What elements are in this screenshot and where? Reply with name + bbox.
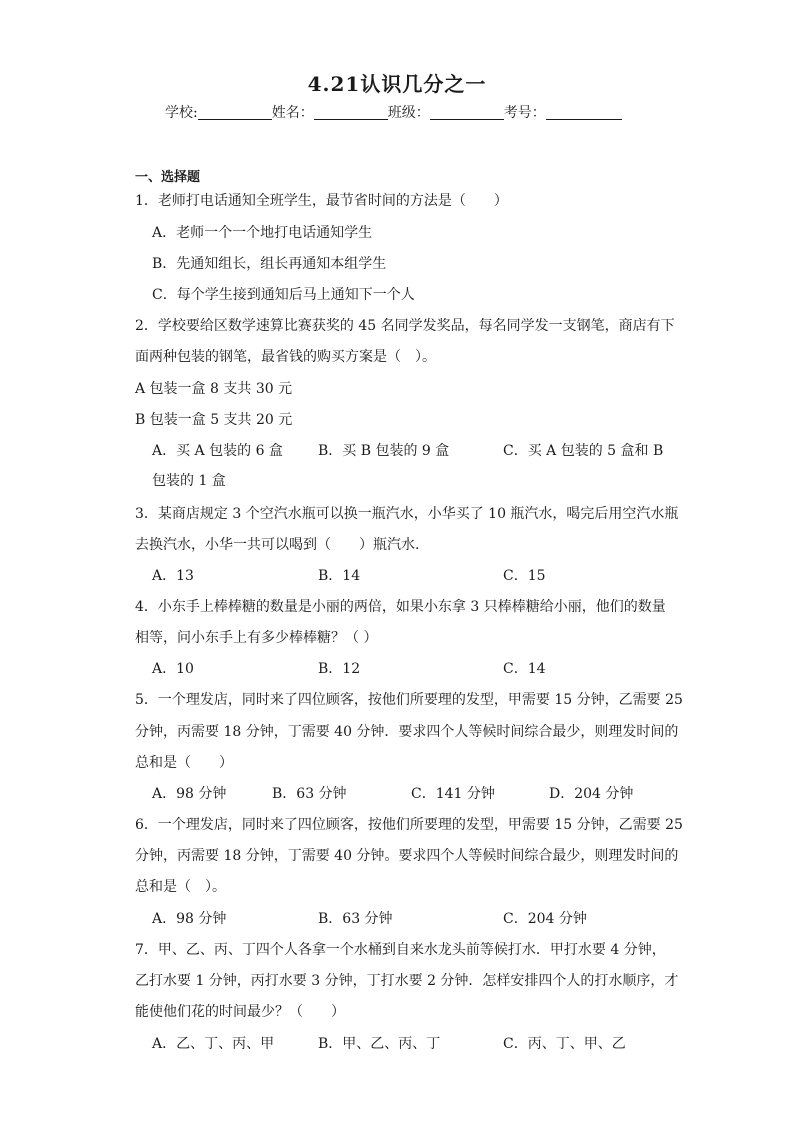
q4-option-a[interactable]: A．10 xyxy=(152,661,194,677)
section-title: 一、选择题 xyxy=(135,170,201,185)
q2-option-b[interactable]: B．买 B 包装的 9 盒 xyxy=(318,443,450,459)
q5-option-a[interactable]: A．98 分钟 xyxy=(152,786,227,802)
exam-number-label: 考号： xyxy=(503,105,546,121)
q3-stem-line-1: 3．某商店规定 3 个空汽水瓶可以换一瓶汽水，小华买了 10 瓶汽水，喝完后用空汽水瓶 xyxy=(135,506,679,522)
q6-stem-line-3: 总和是（ ）。 xyxy=(135,879,226,895)
q3-stem-line-2: 去换汽水，小华一共可以喝到（ ）瓶汽水. xyxy=(135,537,420,553)
q1-option-a[interactable]: A．老师一个一个地打电话通知学生 xyxy=(152,225,373,241)
q7-stem-line-1: 7．甲、乙、丙、丁四个人各拿一个水桶到自来水龙头前等候打水．甲打水要 4 分钟， xyxy=(135,942,666,958)
q7-stem-line-2: 乙打水要 1 分钟，丙打水要 3 分钟，丁打水要 2 分钟．怎样安排四个人的打水顺序，才 xyxy=(135,973,679,989)
q6-option-c[interactable]: C．204 分钟 xyxy=(503,911,587,927)
school-label: 学校: xyxy=(165,105,198,121)
class-blank[interactable] xyxy=(430,105,504,120)
q5-stem-line-3: 总和是（ ） xyxy=(135,755,233,771)
school-blank[interactable] xyxy=(198,105,272,120)
q7-option-a[interactable]: A．乙、丁、丙、甲 xyxy=(152,1036,275,1052)
q5-stem-line-1: 5．一个理发店，同时来了四位顾客，按他们所要理的发型，甲需要 15 分钟，乙需要 25 xyxy=(135,692,683,708)
q1-option-c[interactable]: C．每个学生接到通知后马上通知下一个人 xyxy=(152,287,415,303)
q1-stem-line-1: 1．老师打电话通知全班学生，最节省时间的方法是（ ） xyxy=(135,193,508,209)
q2-option-c-continued: 包装的 1 盒 xyxy=(152,473,226,489)
name-label: 姓名： xyxy=(271,105,314,121)
q5-option-c[interactable]: C．141 分钟 xyxy=(411,786,495,802)
q5-option-d[interactable]: D．204 分钟 xyxy=(549,786,634,802)
exam-number-field xyxy=(504,102,622,122)
q1-option-b[interactable]: B．先通知组长，组长再通知本组学生 xyxy=(152,256,387,272)
q5-option-b[interactable]: B．63 分钟 xyxy=(272,786,347,802)
school-field xyxy=(165,102,272,122)
q5-stem-line-2: 分钟，丙需要 18 分钟，丁需要 40 分钟．要求四个人等候时间综合最少，则理发时间的 xyxy=(135,724,679,740)
q2-package-b: B 包装一盒 5 支共 20 元 xyxy=(135,412,293,428)
q6-option-b[interactable]: B．63 分钟 xyxy=(318,911,393,927)
q2-option-c[interactable]: C．买 A 包装的 5 盒和 B xyxy=(503,443,664,459)
q3-option-b[interactable]: B．14 xyxy=(318,568,361,584)
name-blank[interactable] xyxy=(314,105,388,120)
q6-stem-line-2: 分钟，丙需要 18 分钟，丁需要 40 分钟。要求四个人等候时间综合最少，则理发时间的 xyxy=(135,848,679,864)
q7-option-c[interactable]: C．丙、丁、甲、乙 xyxy=(503,1036,626,1052)
q3-option-a[interactable]: A．13 xyxy=(152,568,194,584)
q2-stem-line-2: 面两种包装的钢笔，最省钱的购买方案是（ ）。 xyxy=(135,349,436,365)
name-field xyxy=(272,102,388,122)
student-info-line xyxy=(165,102,622,122)
q2-stem-line-1: 2．学校要给区数学速算比赛获奖的 45 名同学发奖品，每名同学发一支钢笔，商店有下 xyxy=(135,318,675,334)
q2-option-a[interactable]: A．买 A 包装的 6 盒 xyxy=(152,443,283,459)
page-title: 4.21认识几分之一 xyxy=(307,72,487,96)
q7-stem-line-3: 能使他们花的时间最少？（ ） xyxy=(135,1004,345,1020)
q7-option-b[interactable]: B．甲、乙、丙、丁 xyxy=(318,1036,441,1052)
class-label: 班级： xyxy=(387,105,430,121)
q4-option-c[interactable]: C．14 xyxy=(503,661,546,677)
exam-number-blank[interactable] xyxy=(546,105,622,120)
q6-option-a[interactable]: A．98 分钟 xyxy=(152,911,227,927)
class-field xyxy=(388,102,504,122)
q2-package-a: A 包装一盒 8 支共 30 元 xyxy=(135,381,293,397)
q4-option-b[interactable]: B．12 xyxy=(318,661,361,677)
q6-stem-line-1: 6．一个理发店，同时来了四位顾客，按他们所要理的发型，甲需要 15 分钟，乙需要 25 xyxy=(135,817,683,833)
q4-stem-line-2: 相等，问小东手上有多少棒棒糖？（ ） xyxy=(135,630,378,646)
q3-option-c[interactable]: C．15 xyxy=(503,568,546,584)
q4-stem-line-1: 4．小东手上棒棒糖的数量是小丽的两倍，如果小东拿 3 只棒棒糖给小丽，他们的数量 xyxy=(135,599,666,615)
